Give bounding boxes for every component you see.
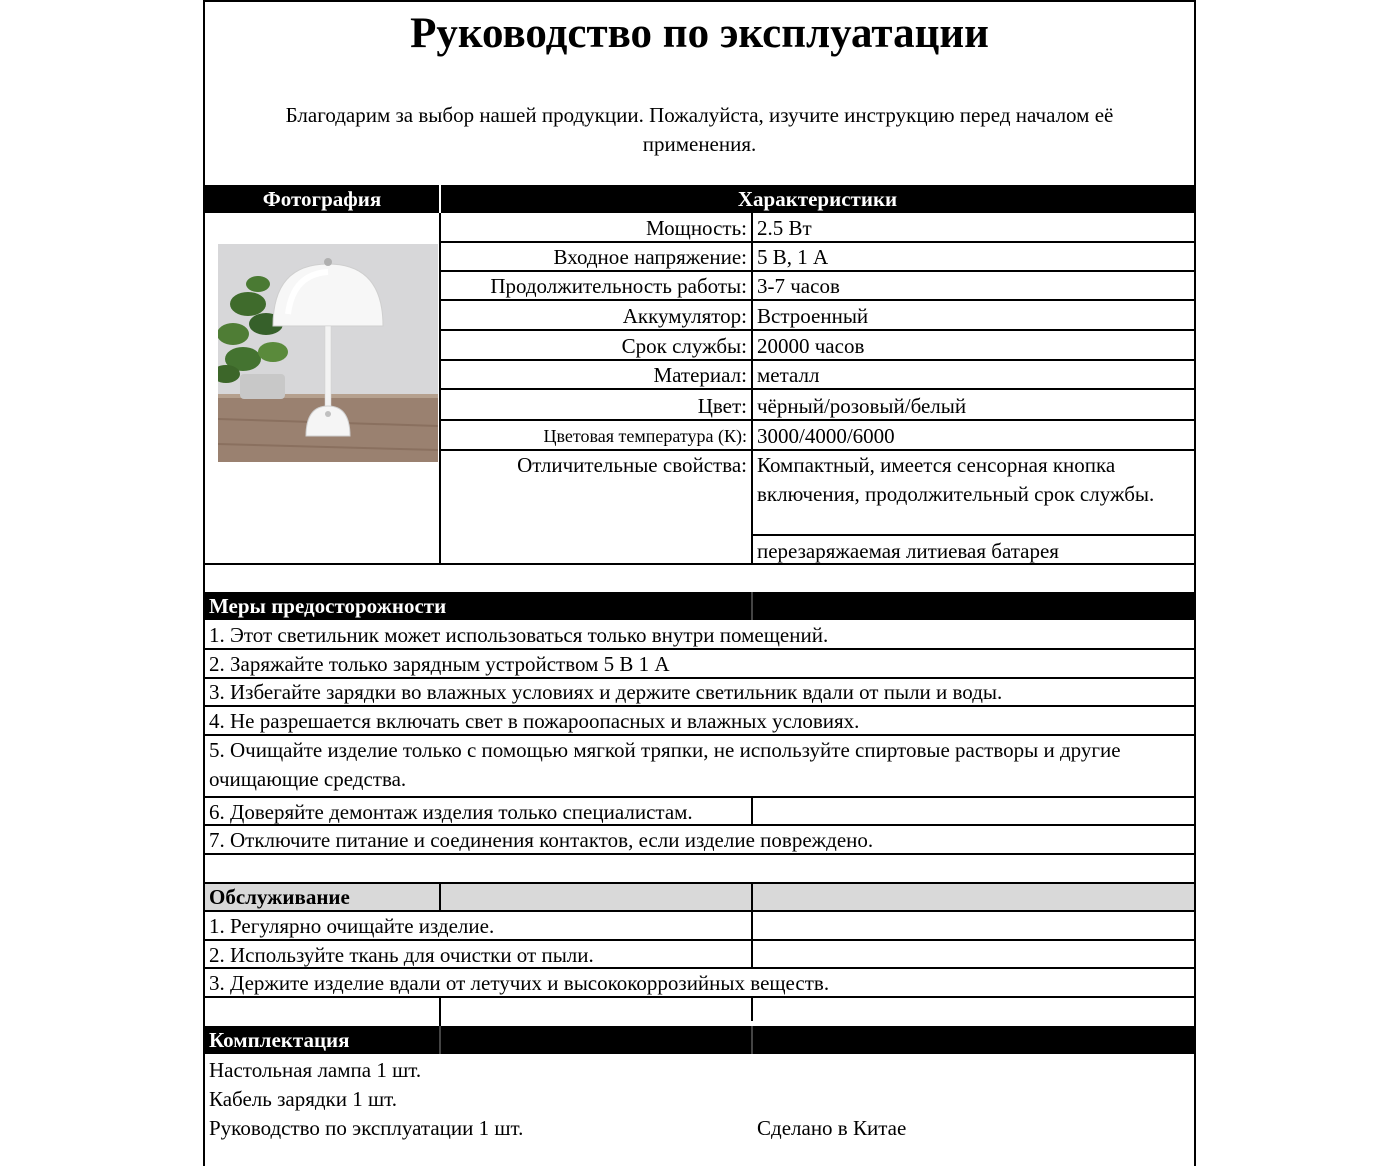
spec-label: Продолжительность работы: [490, 274, 747, 298]
spec-label: Цвет: [697, 394, 747, 418]
maintenance-item: 2. Используйте ткань для очистки от пыли. [209, 943, 594, 967]
spec-value: чёрный/розовый/белый [757, 394, 967, 418]
precaution-item: 4. Не разрешается включать свет в пожароопасных и влажных условиях. [209, 709, 860, 733]
spec-label: Срок службы: [621, 334, 747, 358]
spec-value: Встроенный [757, 304, 869, 328]
kit-item: Настольная лампа 1 шт. [209, 1058, 422, 1082]
header-divider [439, 185, 441, 213]
page-title: Руководство по эксплуатации [410, 10, 989, 57]
kit-title: Комплектация [209, 1028, 350, 1052]
bar-divider [751, 592, 753, 620]
lamp-photo-icon [218, 244, 438, 462]
spec-label: Входное напряжение: [553, 245, 747, 269]
precaution-item: 1. Этот светильник может использоваться только внутри помещений. [209, 623, 829, 647]
spec-value: 5 В, 1 А [757, 245, 829, 269]
spec-line [751, 534, 1194, 536]
precaution-item: 7. Отключите питание и соединения контактов, если изделие повреждено. [209, 828, 874, 852]
kit-header-bar [205, 1026, 1194, 1054]
spec-label: Материал: [653, 363, 747, 387]
bar-divider [751, 1026, 753, 1054]
bar-divider [439, 1026, 441, 1054]
spec-label: Отличительные свойства: [517, 453, 747, 477]
maintenance-item: 3. Держите изделие вдали от летучих и высококоррозийных веществ. [209, 969, 1169, 996]
made-in-label: Сделано в Китае [757, 1116, 907, 1140]
intro-text: Благодарим за выбор нашей продукции. Пожалуйста, изучите инструкцию перед началом её применения. [285, 103, 1114, 156]
photo-header: Фотография [262, 187, 382, 211]
kit-item: Руководство по эксплуатации 1 шт. [209, 1116, 524, 1140]
row-divider [439, 998, 441, 1026]
bar-divider [751, 883, 753, 1021]
spec-value: 20000 часов [757, 334, 865, 358]
specs-header: Характеристики [737, 187, 898, 211]
row-line [205, 996, 1194, 998]
maintenance-item: 1. Регулярно очищайте изделие. [209, 914, 495, 938]
spec-label: Аккумулятор: [622, 304, 747, 328]
precaution-item: 5. Очищайте изделие только с помощью мягкой тряпки, не используйте спиртовые растворы и другие очищающие средства. [209, 738, 1121, 791]
precaution-item: 3. Избегайте зарядки во влажных условиях и держите светильник вдали от пыли и воды. [209, 680, 1003, 704]
spec-value: 3-7 часов [757, 274, 840, 298]
spec-value-extra: перезаряжаемая литиевая батарея [757, 539, 1059, 563]
maintenance-title: Обслуживание [209, 885, 350, 909]
row-divider [751, 798, 753, 824]
spec-label: Цветовая температура (К): [543, 426, 747, 446]
spec-value: металл [757, 363, 820, 387]
precaution-item: 2. Заряжайте только зарядным устройством 5 В 1 А [209, 652, 670, 676]
spec-value: 3000/4000/6000 [757, 424, 895, 448]
precautions-title: Меры предосторожности [209, 594, 447, 618]
precaution-item: 6. Доверяйте демонтаж изделия только специалистам. [209, 800, 693, 824]
spec-label: Мощность: [646, 216, 747, 240]
maintenance-header-bar [205, 883, 1194, 911]
kit-item: Кабель зарядки 1 шт. [209, 1087, 398, 1111]
bar-divider [439, 883, 441, 911]
manual-sheet [203, 0, 1196, 1166]
row-line [205, 882, 1194, 884]
product-photo [218, 244, 438, 462]
spec-value: 2.5 Вт [757, 216, 812, 240]
row-line [205, 853, 1194, 855]
spec-value: Компактный, имеется сенсорная кнопка включения, продолжительный срок службы. [757, 453, 1155, 506]
